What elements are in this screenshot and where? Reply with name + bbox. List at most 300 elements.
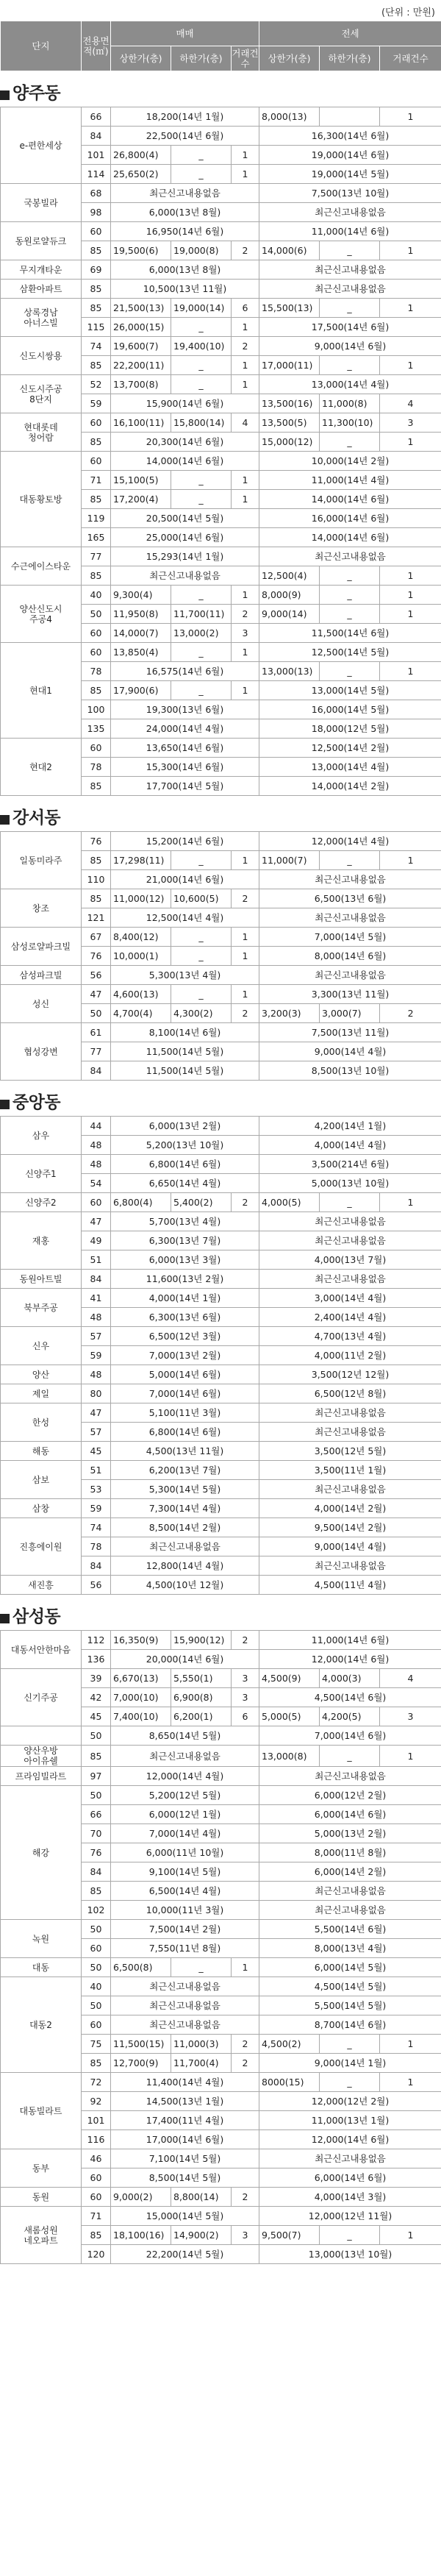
area-cell: 57 [82, 1327, 111, 1346]
jeonse-value-merged: 최근신고내용없음 [259, 1882, 441, 1901]
area-cell: 74 [82, 337, 111, 356]
sale-upper-cell: 17,298(11) [111, 851, 171, 870]
sale-value-merged: 6,500(12년 3월) [111, 1327, 259, 1346]
jeonse-value-merged: 18,000(12년 5월) [259, 719, 441, 739]
complex-name: 한성 [1, 1403, 82, 1442]
table-row [1, 2188, 441, 2207]
area-cell: 85 [82, 241, 111, 260]
area-cell: 85 [82, 280, 111, 299]
area-cell: 85 [82, 299, 111, 318]
jeonse-value-merged: 8,500(13년 10월) [259, 1061, 441, 1081]
area-cell: 50 [82, 1786, 111, 1805]
complex-name: 대동황토방 [1, 452, 82, 547]
jeonse-value-merged: 7,000(14년 6월) [259, 1726, 441, 1746]
sale-lower-cell: 19,400(10) [171, 337, 232, 356]
area-cell: 46 [82, 2149, 111, 2168]
area-cell: 39 [82, 1669, 111, 1688]
sale-count-cell: 6 [232, 1707, 259, 1726]
table-row [1, 1327, 441, 1346]
area-cell: 119 [82, 509, 111, 528]
table-row [1, 1576, 441, 1595]
sale-value-merged: 6,000(13년 8월) [111, 260, 259, 280]
jeonse-value-merged: 12,000(14년 6월) [259, 1650, 441, 1669]
complex-name: 삼환아파트 [1, 280, 82, 299]
area-cell: 45 [82, 1707, 111, 1726]
sale-value-merged: 최근신고내용없음 [111, 1746, 259, 1767]
jeonse-upper-cell: 15,000(12) [259, 433, 320, 452]
area-cell: 56 [82, 966, 111, 985]
sale-upper-cell: 6,800(4) [111, 1193, 171, 1212]
jeonse-lower-cell: _ [320, 299, 380, 318]
sale-value-merged: 7,100(14년 5월) [111, 2149, 259, 2168]
sale-value-merged: 6,300(13년 6월) [111, 1308, 259, 1327]
table-row [1, 1518, 441, 1537]
area-cell: 60 [82, 643, 111, 662]
table-row [1, 452, 441, 471]
complex-name: 대동 [1, 1958, 82, 1977]
jeonse-lower-cell [320, 107, 380, 127]
sale-value-merged: 10,500(13년 11월) [111, 280, 259, 299]
jeonse-count-cell: 1 [380, 241, 441, 260]
table-row [1, 1746, 441, 1767]
sale-value-merged: 20,000(14년 6월) [111, 1650, 259, 1669]
sale-lower-cell: 14,900(2) [171, 2226, 232, 2245]
area-cell: 50 [82, 1996, 111, 2015]
jeonse-value-merged: 13,000(13년 10월) [259, 2245, 441, 2264]
sale-value-merged: 15,900(14년 6월) [111, 394, 259, 413]
sale-upper-cell: 19,600(7) [111, 337, 171, 356]
area-cell: 68 [82, 184, 111, 203]
jeonse-lower-cell: _ [320, 356, 380, 375]
sale-value-merged: 7,000(14년 6월) [111, 1384, 259, 1403]
jeonse-upper-cell: 17,000(11) [259, 356, 320, 375]
sale-count-cell: 2 [232, 337, 259, 356]
complex-name: 신양주2 [1, 1193, 82, 1212]
sale-value-merged: 15,000(14년 5월) [111, 2207, 259, 2226]
table-row [1, 739, 441, 758]
complex-name: 현대1 [1, 643, 82, 739]
jeonse-lower-cell: _ [320, 586, 380, 605]
jeonse-count-cell: 1 [380, 662, 441, 681]
area-cell: 85 [82, 2226, 111, 2245]
sale-upper-cell: 4,600(13) [111, 985, 171, 1004]
area-cell: 84 [82, 1556, 111, 1576]
table-row [1, 1270, 441, 1289]
area-cell: 50 [82, 605, 111, 624]
area-cell: 40 [82, 586, 111, 605]
area-cell: 85 [82, 433, 111, 452]
sale-upper-cell: 19,500(6) [111, 241, 171, 260]
complex-name: 성신 [1, 985, 82, 1023]
sale-count-cell: 1 [232, 471, 259, 490]
sale-value-merged: 5,700(13년 4월) [111, 1212, 259, 1231]
jeonse-lower-cell: 3,000(7) [320, 1004, 380, 1023]
section-bullet [0, 1614, 10, 1623]
complex-name: 신양주1 [1, 1155, 82, 1193]
complex-name: 프라임빌라트 [1, 1767, 82, 1786]
area-cell: 77 [82, 547, 111, 566]
jeonse-value-merged: 11,000(14년 6월) [259, 1631, 441, 1650]
sale-count-cell: 1 [232, 165, 259, 184]
sale-count-cell: 1 [232, 586, 259, 605]
area-cell: 57 [82, 1423, 111, 1442]
table-row [1, 2073, 441, 2092]
sale-value-merged: 12,500(14년 4월) [111, 908, 259, 928]
complex-name: 협성강변 [1, 1023, 82, 1081]
sale-count-cell: 2 [232, 2188, 259, 2207]
area-cell: 47 [82, 1403, 111, 1423]
area-cell: 50 [82, 1726, 111, 1746]
sale-upper-cell: 25,650(2) [111, 165, 171, 184]
jeonse-value-merged: 16,000(14년 5월) [259, 700, 441, 719]
sale-upper-cell: 17,200(4) [111, 490, 171, 509]
table-row [1, 1193, 441, 1212]
sale-value-merged: 12,000(14년 4월) [111, 1767, 259, 1786]
jeonse-value-merged: 3,000(14년 4월) [259, 1289, 441, 1308]
jeonse-upper-cell: 15,500(13) [259, 299, 320, 318]
table-row [1, 1726, 441, 1746]
sale-count-cell: 1 [232, 681, 259, 700]
jeonse-upper-cell: 9,500(7) [259, 2226, 320, 2245]
jeonse-value-merged: 6,000(14년 5월) [259, 1958, 441, 1977]
sale-value-merged: 7,500(14년 2월) [111, 1920, 259, 1939]
area-cell: 59 [82, 394, 111, 413]
jeonse-lower-cell: _ [320, 433, 380, 452]
table-row [1, 1289, 441, 1308]
jeonse-value-merged: 9,000(14년 6월) [259, 337, 441, 356]
area-cell: 85 [82, 566, 111, 586]
jeonse-value-merged: 13,000(14년 5월) [259, 681, 441, 700]
sale-count-cell: 3 [232, 1669, 259, 1688]
jeonse-count-cell: 1 [380, 433, 441, 452]
sale-lower-cell: 15,800(14) [171, 413, 232, 433]
jeonse-count-cell: 1 [380, 2073, 441, 2092]
sale-value-merged: 11,500(14년 5월) [111, 1042, 259, 1061]
sale-count-cell: 1 [232, 985, 259, 1004]
complex-name: 신기주공 [1, 1669, 82, 1726]
sale-value-merged: 15,300(14년 6월) [111, 758, 259, 777]
sale-upper-cell: 7,000(10) [111, 1688, 171, 1707]
area-cell: 66 [82, 1805, 111, 1824]
jeonse-lower-cell: _ [320, 2073, 380, 2092]
sale-count-cell: 1 [232, 318, 259, 337]
area-cell: 78 [82, 662, 111, 681]
area-cell: 85 [82, 777, 111, 796]
sale-upper-cell: 14,000(7) [111, 624, 171, 643]
sale-lower-cell: 11,000(3) [171, 2035, 232, 2054]
area-cell: 61 [82, 1023, 111, 1042]
sale-value-merged: 7,000(13년 2월) [111, 1346, 259, 1365]
sale-count-cell: 2 [232, 605, 259, 624]
sale-count-cell: 2 [232, 2054, 259, 2073]
complex-name: 대동2 [1, 1977, 82, 2073]
area-cell: 71 [82, 471, 111, 490]
area-cell: 71 [82, 2207, 111, 2226]
area-cell: 56 [82, 1576, 111, 1595]
area-cell: 66 [82, 107, 111, 127]
area-cell: 80 [82, 1384, 111, 1403]
sale-value-merged: 8,500(14년 5월) [111, 2168, 259, 2188]
sale-upper-cell: 16,350(9) [111, 1631, 171, 1650]
sale-lower-cell: _ [171, 356, 232, 375]
sale-lower-cell: 6,200(1) [171, 1707, 232, 1726]
area-cell: 120 [82, 2245, 111, 2264]
sale-value-merged: 17,400(11년 4월) [111, 2111, 259, 2130]
jeonse-upper-cell: 12,500(4) [259, 566, 320, 586]
sale-upper-cell: 13,850(4) [111, 643, 171, 662]
area-cell: 97 [82, 1767, 111, 1786]
jeonse-value-merged: 6,000(14년 6월) [259, 1805, 441, 1824]
sale-value-merged: 5,300(14년 5월) [111, 1480, 259, 1499]
area-cell: 50 [82, 1920, 111, 1939]
sale-value-merged: 11,600(13년 2월) [111, 1270, 259, 1289]
table-row [1, 184, 441, 203]
jeonse-value-merged: 14,000(14년 2월) [259, 777, 441, 796]
jeonse-value-merged: 17,500(14년 6월) [259, 318, 441, 337]
section-name: 양주동 [12, 84, 61, 103]
sale-value-merged: 7,000(14년 4월) [111, 1824, 259, 1843]
jeonse-value-merged: 최근신고내용없음 [259, 1403, 441, 1423]
jeonse-value-merged: 12,000(12년 2월) [259, 2092, 441, 2111]
header-complex: 단지 [1, 21, 82, 71]
area-cell: 84 [82, 1862, 111, 1882]
table-row [1, 832, 441, 851]
sale-lower-cell: 6,900(8) [171, 1688, 232, 1707]
area-cell: 60 [82, 2168, 111, 2188]
sale-count-cell: 2 [232, 2035, 259, 2054]
jeonse-value-merged: 3,500(12년 12월) [259, 1365, 441, 1384]
jeonse-count-cell: 4 [380, 394, 441, 413]
jeonse-value-merged: 3,500(214년 6월) [259, 1155, 441, 1174]
sale-lower-cell: _ [171, 586, 232, 605]
table-row [1, 299, 441, 318]
jeonse-value-merged: 최근신고내용없음 [259, 280, 441, 299]
jeonse-count-cell: 1 [380, 605, 441, 624]
sale-lower-cell: _ [171, 471, 232, 490]
area-cell: 84 [82, 127, 111, 146]
table-row [1, 1767, 441, 1786]
sale-value-merged: 6,000(11년 10월) [111, 1843, 259, 1862]
area-cell: 52 [82, 375, 111, 394]
complex-name [1, 1726, 82, 1746]
sale-count-cell: 2 [232, 241, 259, 260]
jeonse-lower-cell: _ [320, 2035, 380, 2054]
sale-count-cell: 2 [232, 1631, 259, 1650]
table-row [1, 1212, 441, 1231]
sale-lower-cell: 4,300(2) [171, 1004, 232, 1023]
area-cell: 70 [82, 1824, 111, 1843]
table-row [1, 1920, 441, 1939]
sale-lower-cell: 11,700(4) [171, 2054, 232, 2073]
area-cell: 76 [82, 1843, 111, 1862]
sale-value-merged: 최근신고내용없음 [111, 566, 259, 586]
table-row [1, 1442, 441, 1461]
jeonse-value-merged: 11,000(13년 1월) [259, 2111, 441, 2130]
header-area: 전용면적(㎡) [82, 21, 111, 71]
sale-count-cell: 1 [232, 947, 259, 966]
area-cell: 78 [82, 758, 111, 777]
jeonse-count-cell: 1 [380, 586, 441, 605]
table-row [1, 928, 441, 947]
table-row [1, 1499, 441, 1518]
sale-lower-cell: _ [171, 490, 232, 509]
section-title [0, 71, 441, 107]
jeonse-value-merged: 4,000(14년 2월) [259, 1499, 441, 1518]
jeonse-count-cell: 1 [380, 1746, 441, 1767]
jeonse-value-merged: 12,500(14년 5월) [259, 643, 441, 662]
jeonse-count-cell: 1 [380, 299, 441, 318]
jeonse-upper-cell: 13,000(8) [259, 1746, 320, 1767]
section-title [0, 796, 441, 831]
sale-upper-cell: 26,800(4) [111, 146, 171, 165]
area-cell: 101 [82, 2111, 111, 2130]
jeonse-value-merged: 최근신고내용없음 [259, 1556, 441, 1576]
table-row [1, 1155, 441, 1174]
jeonse-value-merged: 12,000(14년 6월) [259, 2130, 441, 2149]
sale-count-cell: 1 [232, 1958, 259, 1977]
jeonse-count-cell: 3 [380, 413, 441, 433]
sale-value-merged: 25,000(14년 6월) [111, 528, 259, 547]
complex-name: 대동빌라트 [1, 2073, 82, 2149]
area-cell: 77 [82, 1042, 111, 1061]
sale-upper-cell: 26,000(15) [111, 318, 171, 337]
sale-count-cell: 4 [232, 413, 259, 433]
sale-value-merged: 18,200(14년 1월) [111, 107, 259, 127]
jeonse-value-merged: 6,500(13년 6월) [259, 889, 441, 908]
table-row [1, 1365, 441, 1384]
sale-value-merged: 24,000(14년 4월) [111, 719, 259, 739]
jeonse-count-cell: 2 [380, 1004, 441, 1023]
jeonse-upper-cell: 13,500(5) [259, 413, 320, 433]
table-row [1, 107, 441, 127]
table-row [1, 1403, 441, 1423]
complex-name: 재홍 [1, 1212, 82, 1270]
sale-lower-cell: 13,000(2) [171, 624, 232, 643]
jeonse-lower-cell: _ [320, 605, 380, 624]
jeonse-value-merged: 6,000(14년 6월) [259, 2168, 441, 2188]
sale-value-merged: 5,200(13년 10월) [111, 1136, 259, 1155]
jeonse-value-merged: 9,000(14년 1월) [259, 2054, 441, 2073]
sale-upper-cell: 7,400(10) [111, 1707, 171, 1726]
sale-value-merged: 5,000(14년 6월) [111, 1365, 259, 1384]
area-cell: 85 [82, 1746, 111, 1767]
jeonse-upper-cell: 4,500(2) [259, 2035, 320, 2054]
sale-count-cell: 1 [232, 643, 259, 662]
section-title [0, 1595, 441, 1630]
jeonse-value-merged: 4,500(14년 5월) [259, 1977, 441, 1996]
sale-value-merged: 최근신고내용없음 [111, 184, 259, 203]
jeonse-value-merged: 8,700(14년 6월) [259, 2015, 441, 2035]
sale-count-cell: 3 [232, 1688, 259, 1707]
jeonse-upper-cell: 11,000(7) [259, 851, 320, 870]
sale-count-cell: 1 [232, 375, 259, 394]
jeonse-value-merged: 최근신고내용없음 [259, 1480, 441, 1499]
sale-value-merged: 4,500(10년 12월) [111, 1576, 259, 1595]
area-cell: 60 [82, 2015, 111, 2035]
jeonse-lower-cell: 4,000(3) [320, 1669, 380, 1688]
jeonse-value-merged: 10,000(14년 2월) [259, 452, 441, 471]
sale-value-merged: 11,400(14년 4월) [111, 2073, 259, 2092]
complex-name: 삼성로얄파크빌 [1, 928, 82, 966]
jeonse-value-merged: 7,500(13년 11월) [259, 1023, 441, 1042]
sale-upper-cell: 17,900(6) [111, 681, 171, 700]
area-cell: 53 [82, 1480, 111, 1499]
table-row [1, 2207, 441, 2226]
complex-name: 양산우방 아이유쉘 [1, 1746, 82, 1767]
jeonse-value-merged: 최근신고내용없음 [259, 1231, 441, 1250]
jeonse-value-merged: 13,000(14년 4월) [259, 375, 441, 394]
area-cell: 84 [82, 1270, 111, 1289]
sale-value-merged: 6,200(13년 7월) [111, 1461, 259, 1480]
complex-name: 삼창 [1, 1499, 82, 1518]
sale-lower-cell: 5,550(1) [171, 1669, 232, 1688]
jeonse-value-merged: 9,000(14년 4월) [259, 1042, 441, 1061]
sale-upper-cell: 16,100(11) [111, 413, 171, 433]
sale-count-cell: 3 [232, 624, 259, 643]
header-table [0, 21, 441, 71]
area-cell: 60 [82, 624, 111, 643]
sale-upper-cell: 11,500(15) [111, 2035, 171, 2054]
area-cell: 74 [82, 1518, 111, 1537]
jeonse-value-merged: 16,300(14년 6월) [259, 127, 441, 146]
complex-name: 새진흥 [1, 1576, 82, 1595]
sale-value-merged: 7,550(11년 8월) [111, 1939, 259, 1958]
jeonse-upper-cell: 13,000(13) [259, 662, 320, 681]
jeonse-value-merged: 11,000(14년 6월) [259, 222, 441, 241]
sale-value-merged: 8,650(14년 5월) [111, 1726, 259, 1746]
sale-lower-cell: _ [171, 165, 232, 184]
jeonse-upper-cell: 14,000(6) [259, 241, 320, 260]
sale-lower-cell: _ [171, 851, 232, 870]
sale-value-merged: 20,300(14년 6월) [111, 433, 259, 452]
area-cell: 50 [82, 1004, 111, 1023]
sale-lower-cell: 19,000(14) [171, 299, 232, 318]
jeonse-value-merged: 4,000(13년 7월) [259, 1250, 441, 1270]
sale-lower-cell: 10,600(5) [171, 889, 232, 908]
jeonse-count-cell: 1 [380, 356, 441, 375]
jeonse-value-merged: 최근신고내용없음 [259, 1270, 441, 1289]
area-cell: 165 [82, 528, 111, 547]
jeonse-upper-cell: 4,500(9) [259, 1669, 320, 1688]
jeonse-value-merged: 3,500(11년 1월) [259, 1461, 441, 1480]
jeonse-value-merged: 최근신고내용없음 [259, 547, 441, 566]
area-cell: 60 [82, 1193, 111, 1212]
sale-value-merged: 6,800(14년 6월) [111, 1423, 259, 1442]
sale-value-merged: 22,200(14년 5월) [111, 2245, 259, 2264]
sale-upper-cell: 13,700(8) [111, 375, 171, 394]
jeonse-value-merged: 최근신고내용없음 [259, 203, 441, 222]
area-cell: 60 [82, 452, 111, 471]
section-title [0, 1081, 441, 1116]
sale-value-merged: 6,000(13년 2월) [111, 1117, 259, 1136]
table-row [1, 413, 441, 433]
area-cell: 85 [82, 681, 111, 700]
jeonse-value-merged: 4,200(14년 1월) [259, 1117, 441, 1136]
jeonse-value-merged: 12,000(12년 11월) [259, 2207, 441, 2226]
table-row [1, 375, 441, 394]
sale-upper-cell: 15,100(5) [111, 471, 171, 490]
sale-value-merged: 11,500(14년 5월) [111, 1061, 259, 1081]
sale-upper-cell: 18,100(16) [111, 2226, 171, 2245]
jeonse-value-merged: 최근신고내용없음 [259, 1212, 441, 1231]
complex-name: 창조 [1, 889, 82, 928]
area-cell: 59 [82, 1499, 111, 1518]
area-cell: 135 [82, 719, 111, 739]
sale-lower-cell: _ [171, 375, 232, 394]
area-cell: 60 [82, 2188, 111, 2207]
area-cell: 47 [82, 1212, 111, 1231]
unit-note: (단위 : 만원) [381, 7, 435, 18]
